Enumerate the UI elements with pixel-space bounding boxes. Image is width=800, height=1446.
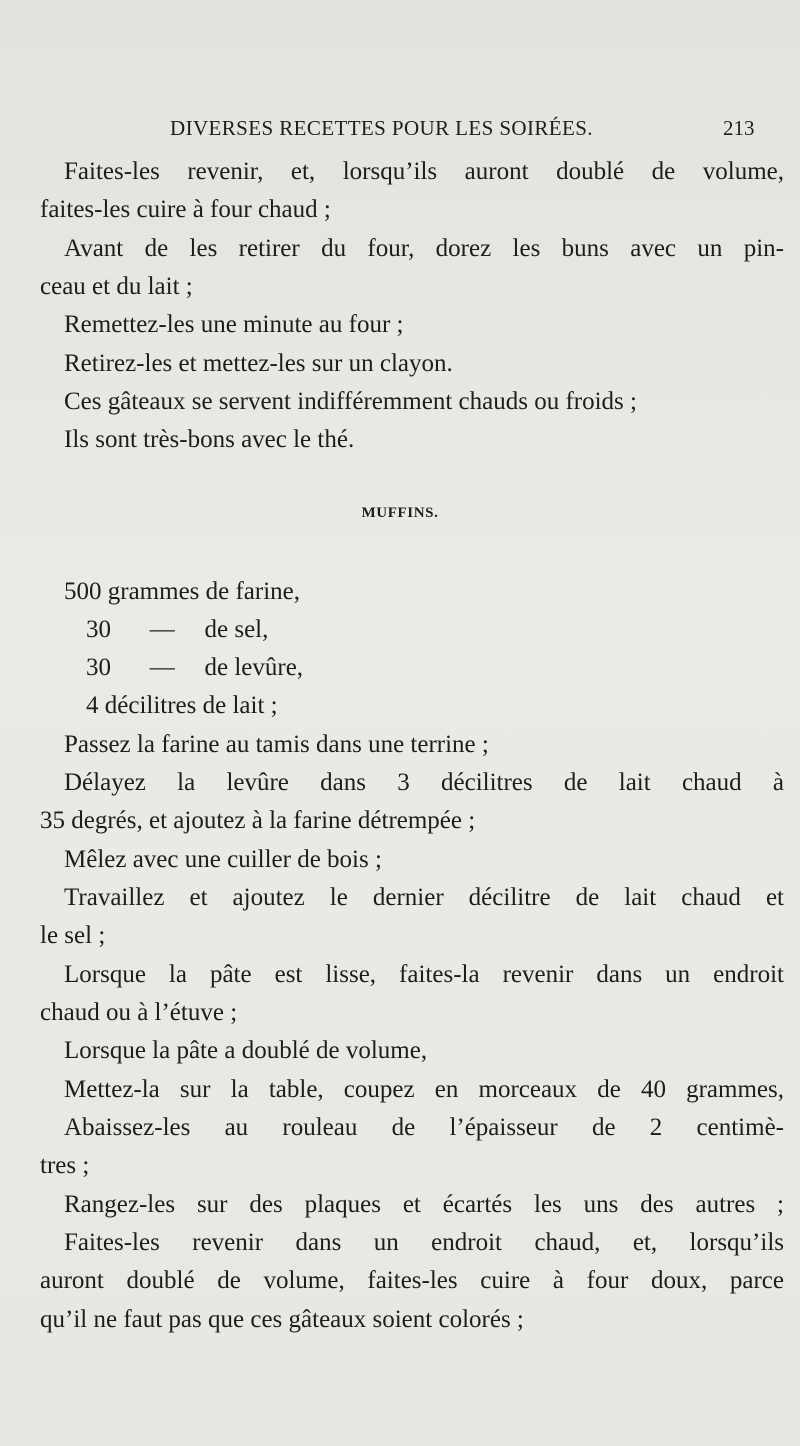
text-line: Retirez-les et mettez-les sur un clayon. (64, 350, 453, 377)
text-line: Ils sont très-bons avec le thé. (64, 426, 355, 453)
text-line: Mettez-la sur la table, coupez en morceaux de 40 grammes, (64, 1076, 784, 1103)
text-line: Faites-les revenir, et, lorsqu’ils auront doublé de volume, (64, 158, 784, 185)
text-line: Remettez-les une minute au four ; (64, 311, 404, 338)
ingredient-unit: grammes de farine, (107, 578, 301, 605)
text-line: Faites-les revenir dans un endroit chaud, et, lorsqu’ils (64, 1229, 784, 1256)
text-line: chaud ou à l’étuve ; (40, 999, 238, 1026)
text-line: faites-les cuire à four chaud ; (40, 196, 331, 223)
text-line: 35 degrés, et ajoutez à la farine détrempée ; (40, 807, 476, 834)
ingredient-row (86, 653, 303, 683)
ingredient-qty: 30 (86, 654, 111, 681)
text-line: Lorsque la pâte a doublé de volume, (64, 1037, 428, 1064)
ingredient-dash: — (149, 616, 175, 643)
ingredient-unit: de levûre, (204, 654, 304, 681)
text-line: Avant de les retirer du four, dorez les buns avec un pin- (64, 235, 784, 262)
ingredient-unit: décilitres de lait ; (104, 692, 278, 719)
text-line: Rangez-les sur des plaques et écartés les uns des autres ; (64, 1191, 784, 1218)
running-head (0, 116, 800, 146)
text-line: tres ; (40, 1152, 90, 1179)
text-line: auront doublé de volume, faites-les cuire à four doux, parce (40, 1267, 784, 1294)
text-line: qu’il ne faut pas que ces gâteaux soient colorés ; (40, 1306, 524, 1333)
ingredient-row (64, 577, 300, 607)
text-line: Lorsque la pâte est lisse, faites-la revenir dans un endroit (64, 961, 784, 988)
text-line: Ces gâteaux se servent indifféremment chauds ou froids ; (64, 388, 637, 415)
text-line: le sel ; (40, 922, 106, 949)
ingredient-row (86, 691, 278, 721)
ingredient-row (86, 615, 268, 645)
text-line: ceau et du lait ; (40, 273, 193, 300)
page-number: 213 (723, 116, 755, 140)
running-title: DIVERSES RECETTES POUR LES SOIRÉES. (170, 116, 593, 140)
ingredient-qty: 500 (64, 578, 102, 605)
ingredient-unit: de sel, (204, 616, 269, 643)
text-line: Travaillez et ajoutez le dernier décilitre de lait chaud et (64, 884, 784, 911)
section-title: MUFFINS. (361, 505, 439, 521)
ingredient-qty: 30 (86, 616, 111, 643)
text-line: Passez la farine au tamis dans une terrine ; (64, 731, 489, 758)
ingredient-qty: 4 (86, 692, 99, 719)
text-line: Abaissez-les au rouleau de l’épaisseur de 2 centimè- (64, 1114, 784, 1141)
text-line: Délayez la levûre dans 3 décilitres de lait chaud à (64, 769, 784, 796)
ingredient-dash: — (149, 654, 175, 681)
text-line: Mêlez avec une cuiller de bois ; (64, 846, 382, 873)
